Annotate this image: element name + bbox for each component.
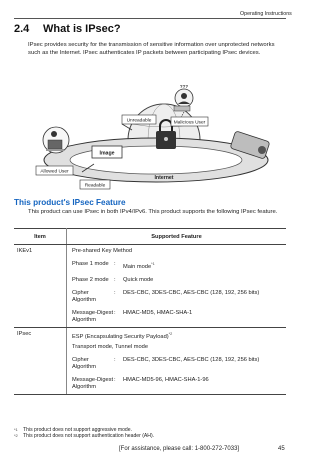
column-header-feature: Supported Feature bbox=[67, 229, 287, 245]
feature-value: HMAC-MD5-96, HMAC-SHA-1-96 bbox=[123, 376, 209, 383]
feature-intro-text: ESP (Encapsulating Security Payload) bbox=[72, 333, 169, 340]
feature-intro: Pre-shared Key Method bbox=[72, 248, 133, 254]
row-feature-cell bbox=[67, 245, 287, 328]
feature-value bbox=[123, 261, 283, 271]
feature-line bbox=[72, 357, 283, 371]
unreadable-tag bbox=[122, 115, 156, 124]
feature-intro-secondary: Transport mode, Tunnel mode bbox=[72, 343, 148, 350]
footnote-ref: *1 bbox=[151, 262, 155, 266]
page-number: 45 bbox=[278, 446, 285, 452]
feature-value: DES-CBC, 3DES-CBC, AES-CBC (128, 192, 256 bits) bbox=[123, 289, 260, 296]
header-rule bbox=[14, 18, 286, 19]
ipsec-diagram bbox=[34, 84, 274, 196]
malicious-user-label: Malicious User bbox=[173, 120, 206, 126]
person-icon bbox=[174, 89, 193, 111]
feature-value: HMAC-MD5, HMAC-SHA-1 bbox=[123, 309, 193, 316]
feature-line bbox=[72, 290, 283, 304]
malicious-user-tag bbox=[171, 117, 208, 126]
footnote-ref: *2 bbox=[168, 331, 173, 336]
assistance-line: [For assistance, please call: 1-800-272-7033] bbox=[119, 446, 240, 452]
feature-separator: : bbox=[114, 309, 116, 316]
feature-key: Phase 2 mode bbox=[72, 276, 109, 283]
feature-heading: This product's IPsec Feature bbox=[14, 198, 126, 207]
footnote bbox=[14, 433, 154, 439]
image-label: Image bbox=[99, 150, 115, 157]
feature-separator: : bbox=[114, 261, 116, 267]
feature-separator: : bbox=[114, 289, 116, 296]
feature-paragraph: This product can use IPsec in both IPv4/IPv6. This product supports the following IPsec feature. bbox=[28, 209, 278, 215]
section-number: 2.4 bbox=[14, 23, 30, 35]
feature-separator: : bbox=[114, 356, 116, 363]
feature-key: Phase 1 mode bbox=[72, 261, 109, 267]
feature-value: Quick mode bbox=[123, 276, 154, 283]
row-item-name: IKEv1 bbox=[14, 245, 67, 328]
footnote-marker: *1 bbox=[14, 427, 18, 432]
allowed-user-tag bbox=[36, 166, 73, 175]
feature-key: Message-Digest Algorithm bbox=[72, 376, 114, 390]
footnote-text: This product does not support authentication header (AH). bbox=[23, 433, 155, 440]
table-header-row bbox=[14, 229, 286, 245]
image-card bbox=[92, 146, 122, 158]
feature-line bbox=[72, 310, 283, 324]
feature-intro bbox=[72, 331, 283, 341]
row-item-name: IPsec bbox=[14, 327, 67, 394]
section-title: What is IPsec? bbox=[43, 23, 121, 35]
feature-separator: : bbox=[114, 376, 116, 383]
laptop-icon bbox=[43, 127, 69, 153]
table-row bbox=[14, 245, 286, 328]
intro-paragraph: IPsec provides security for the transmission of sensitive information over unprotected networks such as the Internet. IPsec authenticates IP packets between participating IPsec devices. bbox=[28, 42, 275, 56]
unreadable-label: Unreadable bbox=[126, 118, 152, 124]
feature-key: Cipher Algorithm bbox=[72, 356, 97, 370]
internet-label: Internet bbox=[154, 175, 174, 181]
allowed-user-label: Allowed User bbox=[40, 169, 69, 175]
feature-value-text: Main mode bbox=[123, 263, 152, 270]
feature-line bbox=[72, 261, 283, 271]
feature-line bbox=[72, 377, 283, 391]
readable-tag bbox=[80, 180, 110, 189]
table-row bbox=[14, 327, 286, 394]
running-header: Operating Instructions bbox=[240, 11, 292, 17]
feature-value: DES-CBC, 3DES-CBC, AES-CBC (128, 192, 256 bits) bbox=[123, 356, 260, 363]
footnote-marker: *2 bbox=[14, 433, 18, 439]
row-feature-cell bbox=[67, 327, 287, 394]
readable-label: Readable bbox=[84, 183, 106, 189]
footnote-text: This product does not support aggressive mode. bbox=[23, 427, 133, 433]
feature-table bbox=[14, 228, 286, 395]
question-marks: ??? bbox=[179, 84, 189, 89]
section-heading bbox=[14, 23, 121, 35]
column-header-item: Item bbox=[14, 229, 67, 245]
feature-line bbox=[72, 277, 283, 284]
feature-key: Message-Digest Algorithm bbox=[72, 309, 114, 323]
feature-separator: : bbox=[114, 276, 116, 283]
footnotes bbox=[14, 427, 154, 440]
feature-key: Cipher Algorithm bbox=[72, 289, 97, 303]
